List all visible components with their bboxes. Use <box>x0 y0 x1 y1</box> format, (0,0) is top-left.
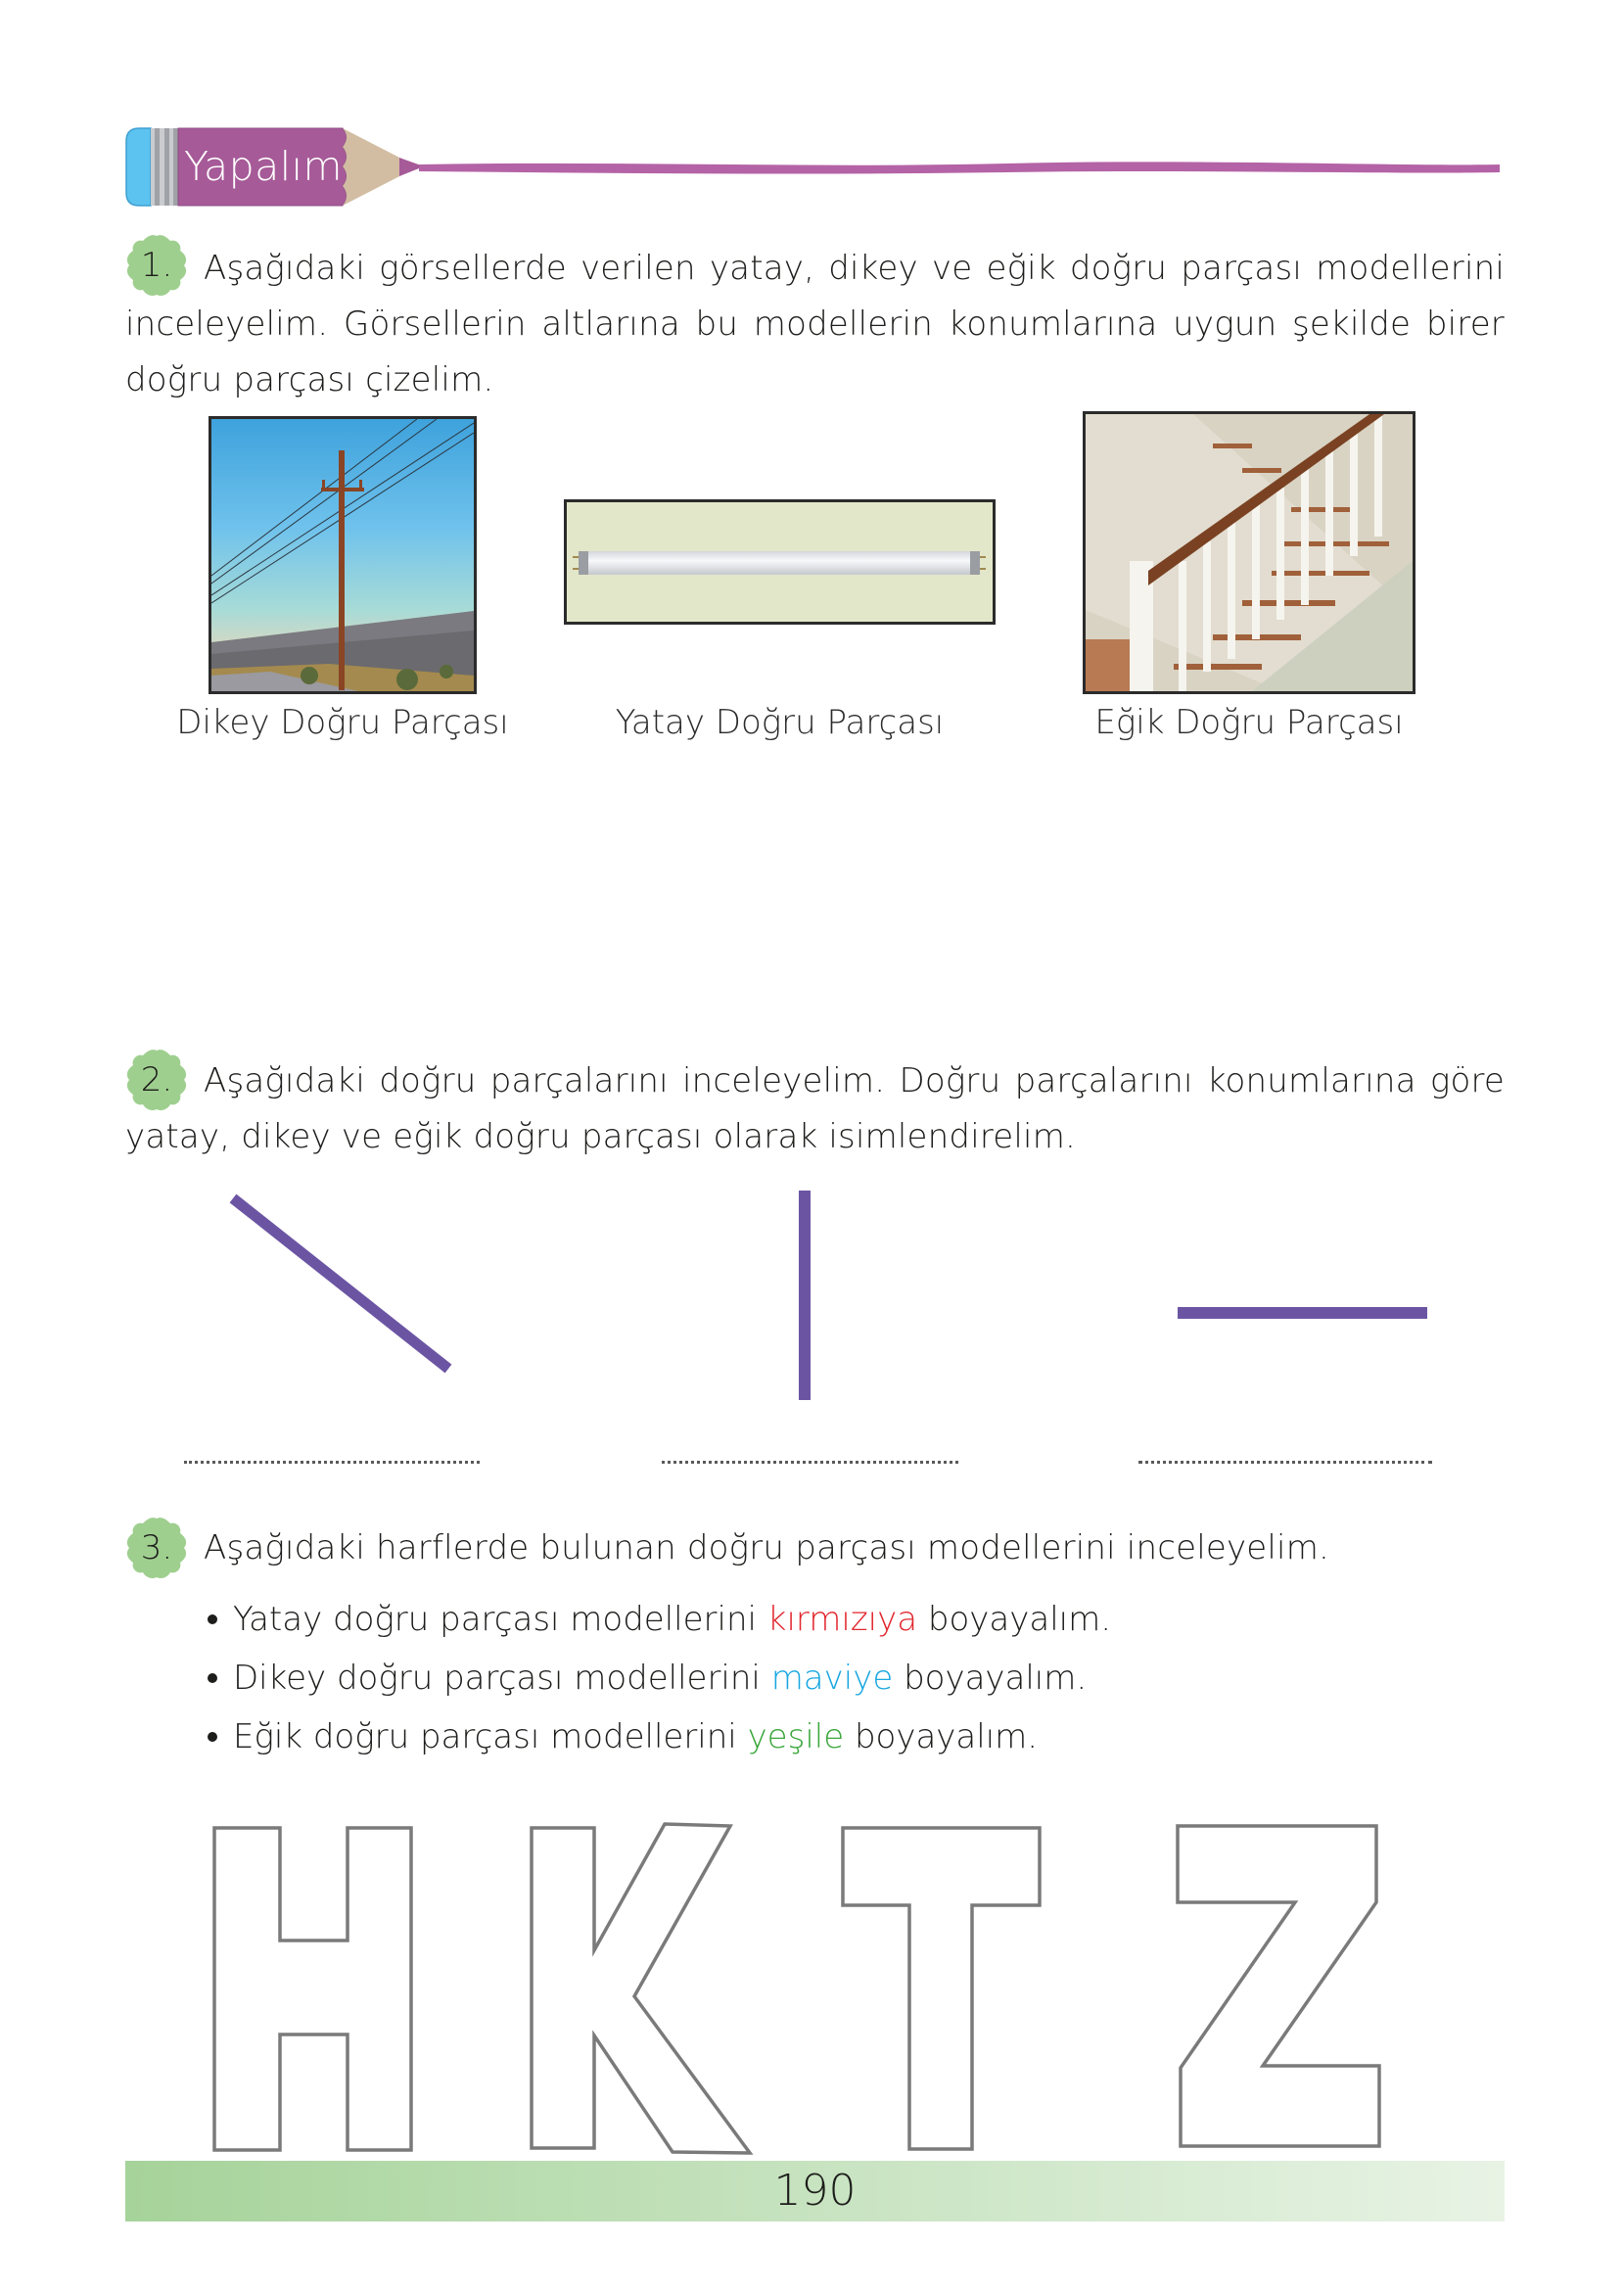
q1-line-1: Aşağıdaki görsellerde verilen yatay, dikey ve eğik doğru parçası modellerini <box>204 249 1505 288</box>
fluorescent-tube-image-icon <box>567 502 993 622</box>
question-number-badge-3 <box>123 1516 190 1580</box>
question-number: 3. <box>140 1528 173 1567</box>
letter-z-outline[interactable] <box>1178 1826 1379 2146</box>
answer-blank-2[interactable] <box>662 1461 958 1464</box>
q1-line-3: doğru parçası çizelim. <box>125 360 494 399</box>
bullet-text: Dikey doğru parçası modellerini <box>233 1659 761 1698</box>
q2-line-1: Aşağıdaki doğru parçalarını inceleyelim. Doğru parçalarını konumlarına göre <box>204 1061 1505 1100</box>
bullet-text: Yatay doğru parçası modellerini <box>233 1600 757 1639</box>
color-word-green: yeşile <box>747 1717 845 1756</box>
bullet-text-end: boyayalım. <box>854 1717 1039 1756</box>
fluorescent-tube-photo <box>564 499 996 625</box>
question-number: 1. <box>140 246 173 285</box>
letter-t-outline[interactable] <box>843 1828 1040 2149</box>
bullet-text-end: boyayalım. <box>927 1600 1112 1639</box>
caption-vertical: Dikey Doğru Parçası <box>176 703 509 742</box>
section-header-pencil <box>125 127 1506 208</box>
page-footer-bar <box>125 2161 1505 2221</box>
bullet-item-horizontal <box>208 1590 1480 1649</box>
bullet-text: Eğik doğru parçası modellerini <box>233 1717 737 1756</box>
diagonal-segment <box>233 1198 448 1369</box>
staircase-image-icon <box>1086 414 1413 691</box>
horizontal-segment <box>1178 1307 1427 1319</box>
coloring-instructions <box>208 1590 1480 1766</box>
color-word-blue: maviye <box>770 1659 894 1698</box>
bullet-icon <box>208 1614 217 1624</box>
bullet-item-vertical <box>208 1649 1480 1707</box>
line-segments-figure <box>0 1175 1624 1429</box>
answer-blank-1[interactable] <box>184 1461 480 1464</box>
utility-pole-image-icon <box>211 419 474 691</box>
bullet-item-oblique <box>208 1707 1480 1766</box>
question-number: 2. <box>140 1060 173 1099</box>
color-word-red: kırmızıya <box>766 1600 918 1639</box>
section-title: Yapalım <box>184 143 343 190</box>
page-number: 190 <box>773 2166 857 2216</box>
letter-k-outline[interactable] <box>532 1824 750 2153</box>
vertical-segment <box>799 1191 811 1400</box>
bullet-icon <box>208 1673 217 1683</box>
staircase-railing-photo <box>1083 411 1415 694</box>
utility-pole-photo <box>209 416 477 694</box>
bullet-icon <box>208 1732 217 1742</box>
question-1-text <box>125 241 1505 408</box>
bullet-text-end: boyayalım. <box>904 1659 1088 1698</box>
caption-horizontal: Yatay Doğru Parçası <box>615 703 945 742</box>
question-2-text <box>125 1053 1505 1165</box>
q3-intro-text: Aşağıdaki harflerde bulunan doğru parçası modellerini inceleyelim. <box>204 1528 1330 1567</box>
caption-oblique: Eğik Doğru Parçası <box>1094 703 1404 742</box>
question-3-intro <box>204 1520 1505 1576</box>
letter-h-outline[interactable] <box>214 1828 411 2150</box>
outline-letters-figure <box>0 1811 1624 2164</box>
q2-line-2: yatay, dikey ve eğik doğru parçası olarak isimlendirelim. <box>125 1117 1077 1156</box>
answer-blank-3[interactable] <box>1138 1461 1432 1464</box>
q1-line-2: inceleyelim. Görsellerin altlarına bu modellerin konumlarına uygun şekilde birer <box>125 304 1505 344</box>
